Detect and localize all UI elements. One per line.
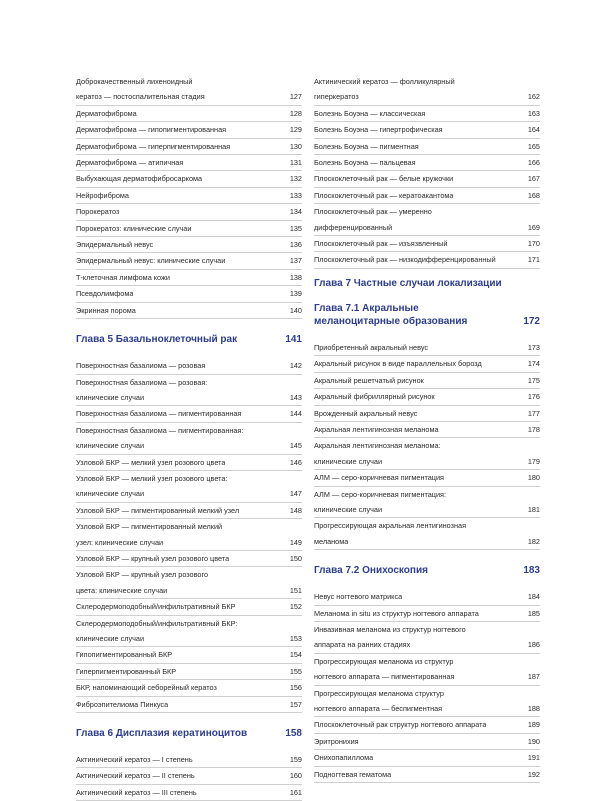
chapter-heading-6 <box>76 727 302 740</box>
toc-entry <box>314 654 540 669</box>
toc-entry-title: Узловой БКР — крупный узел розового <box>76 570 209 580</box>
toc-entry-page: 127 <box>289 92 302 102</box>
toc-entry-page: 157 <box>289 699 302 709</box>
toc-entry <box>314 686 540 701</box>
toc-entry-title: Порокератоз: клинические случаи <box>76 223 192 233</box>
toc-entry <box>314 622 540 637</box>
toc-entry <box>76 567 302 582</box>
toc-entry-page: 147 <box>289 489 302 499</box>
toc-entry <box>314 470 540 486</box>
toc-entry-page: 192 <box>527 769 540 779</box>
toc-entry-page: 176 <box>527 392 540 402</box>
toc-entry-title: клинические случаи <box>314 456 383 466</box>
toc-entry-title: Т-клеточная лимфома кожи <box>76 272 170 282</box>
chapter-title: Глава 6 Дисплазия кератиноцитов <box>76 728 248 740</box>
toc-entry-page: 153 <box>289 634 302 643</box>
toc-entry <box>76 253 302 269</box>
toc-entry-title: Плоскоклеточный рак — низкодифференцированный <box>314 255 496 265</box>
toc-entry <box>76 406 302 422</box>
toc-entry-title: дифференцированный <box>314 222 393 232</box>
toc-entry-title: Прогрессирующая меланома структур <box>314 688 444 698</box>
toc-entry-title: Врожденный акральный невус <box>314 408 418 418</box>
toc-entry-page: 164 <box>527 125 540 135</box>
toc-entry-title: Актинический кератоз — II степень <box>76 771 195 781</box>
toc-entry-page: 169 <box>527 222 540 232</box>
toc-entry-title: Доброкачественный лихеноидный <box>76 77 193 86</box>
toc-entry-title: Узловой БКР — крупный узел розового цвета <box>76 553 230 563</box>
toc-entry-title: Фиброэпителиома Пинкуса <box>76 699 169 709</box>
toc-entry <box>314 487 540 502</box>
toc-entry <box>76 471 302 486</box>
toc-entry <box>76 270 302 286</box>
toc-entry <box>314 89 540 105</box>
toc-entry <box>314 637 540 653</box>
toc-entry-page: 171 <box>527 255 540 265</box>
toc-entry-page: 190 <box>527 736 540 746</box>
toc-entry <box>314 74 540 89</box>
toc-entry-page: 155 <box>289 666 302 676</box>
toc-entry-title: Гиперпигментированный БКР <box>76 666 177 676</box>
toc-entry-page: 186 <box>527 640 540 650</box>
toc-entry-title: Гипопигментированный БКР <box>76 650 173 660</box>
toc-entry <box>314 171 540 187</box>
toc-entry <box>314 106 540 122</box>
chapter-title <box>314 302 467 328</box>
toc-entry-page: 151 <box>289 585 302 595</box>
toc-entry-page: 163 <box>527 108 540 118</box>
toc-entry <box>314 606 540 622</box>
toc-entry-page: 191 <box>527 753 540 763</box>
toc-entry-page: 137 <box>289 256 302 266</box>
toc-entry <box>76 785 302 801</box>
toc-entry <box>314 438 540 453</box>
toc-entry <box>76 647 302 663</box>
toc-entry-page: 178 <box>527 424 540 434</box>
toc-entry-title: Плоскоклеточный рак — умеренно <box>314 207 432 217</box>
toc-entry-title: Дерматофиброма — гиперпигментированная <box>76 141 231 151</box>
chapter-title-line-2: меланоцитарные образования <box>314 315 468 327</box>
toc-entry <box>314 589 540 605</box>
toc-entry-title: Плоскоклеточный рак — изъязвленный <box>314 239 448 249</box>
toc-entry-title: Приобретенный акральный невус <box>314 342 429 352</box>
toc-entry-title: Меланома in situ из структур ногтевого аппарата <box>314 608 479 618</box>
toc-entry-page: 149 <box>289 537 302 547</box>
toc-entry <box>314 188 540 204</box>
toc-entry <box>314 534 540 550</box>
toc-entry <box>314 518 540 533</box>
toc-entry-page: 188 <box>527 704 540 713</box>
toc-group <box>314 74 540 269</box>
toc-entry <box>314 406 540 422</box>
toc-entry <box>76 768 302 784</box>
toc-entry <box>76 535 302 551</box>
toc-entry-page: 132 <box>289 174 302 184</box>
toc-entry <box>76 503 302 519</box>
toc-entry <box>314 204 540 219</box>
toc-entry-page: 129 <box>289 125 302 135</box>
toc-entry-page: 135 <box>289 223 302 233</box>
toc-entry-page: 189 <box>527 720 540 730</box>
toc-entry <box>314 122 540 138</box>
toc-entry-title: клинические случаи <box>76 489 145 499</box>
toc-entry-page: 138 <box>289 272 302 282</box>
toc-entry-title: Актинический кератоз — III степень <box>76 787 197 797</box>
toc-entry-page: 131 <box>289 158 302 168</box>
toc-entry-page: 139 <box>289 289 302 299</box>
toc-entry-title: Эпидермальный невус <box>76 240 154 250</box>
toc-entry <box>314 373 540 389</box>
toc-entry-title: АЛМ — серо-коричневая пигментация: <box>314 489 447 499</box>
toc-entry-title: гиперкератоз <box>314 92 359 102</box>
toc-column-left <box>76 74 302 801</box>
toc-entry-title: Болезнь Боуэна — гипертрофическая <box>314 125 443 135</box>
toc-group <box>314 589 540 783</box>
toc-entry-title: Подногтевая гематома <box>314 769 392 779</box>
toc-entry-title: клинические случаи <box>76 441 145 451</box>
toc-entry-page: 168 <box>527 190 540 200</box>
toc-entry-page: 187 <box>527 672 540 682</box>
toc-entry <box>76 106 302 122</box>
toc-entry-page: 140 <box>289 305 302 315</box>
toc-entry-title: Акральный рисунок в виде параллельных борозд <box>314 359 482 369</box>
toc-entry-title: Невус ногтевого матрикса <box>314 592 403 602</box>
toc-entry-page: 128 <box>289 108 302 118</box>
toc-entry-title: меланома <box>314 536 349 546</box>
toc-entry-title: Поверхностная базалиома — пигментированная: <box>76 425 244 435</box>
toc-entry-page: 148 <box>289 505 302 515</box>
chapter-title-line-1: Глава 7.1 Акральные <box>314 302 419 314</box>
toc-entry-title: Склеродермоподобный/инфильтративный БКР: <box>76 618 238 628</box>
toc-entry-title: Нейрофиброма <box>76 190 129 200</box>
toc-entry-page: 154 <box>289 650 302 660</box>
toc-column-right <box>314 74 540 783</box>
toc-entry-title: БКР, напоминающий себорейный кератоз <box>76 683 217 693</box>
toc-entry <box>76 286 302 302</box>
toc-entry <box>76 122 302 138</box>
toc-entry-title: Актинический кератоз — I степень <box>76 755 193 765</box>
toc-entry <box>314 139 540 155</box>
toc-entry-page: 175 <box>527 375 540 385</box>
toc-entry-page: 152 <box>289 602 302 612</box>
toc-entry <box>314 734 540 750</box>
toc-entry <box>76 664 302 680</box>
toc-entry-title: Узловой БКР — мелкий узел розового цвета <box>76 457 226 467</box>
toc-entry-title: Узловой БКР — пигментированный мелкий <box>76 522 223 532</box>
toc-entry <box>314 750 540 766</box>
chapter-page: 183 <box>523 565 540 577</box>
toc-entry <box>314 669 540 685</box>
toc-entry-title: Акральный фибриллярный рисунок <box>314 392 435 402</box>
toc-entry <box>314 155 540 171</box>
toc-entry-page: 150 <box>289 553 302 563</box>
chapter-page: 158 <box>285 728 302 740</box>
toc-entry-page: 166 <box>527 158 540 168</box>
toc-entry-title: аппарата на ранних стадиях <box>314 640 411 650</box>
toc-entry <box>314 717 540 733</box>
toc-entry <box>76 139 302 155</box>
toc-entry <box>76 390 302 406</box>
toc-entry <box>76 89 302 105</box>
toc-entry-title: Порокератоз <box>76 207 120 217</box>
toc-entry-title: Инвазивная меланома из структур ногтевого <box>314 624 466 634</box>
toc-entry <box>76 486 302 502</box>
toc-entry-page: 180 <box>527 473 540 483</box>
toc-entry-title: клинические случаи <box>76 634 145 643</box>
toc-entry-page: 174 <box>527 359 540 369</box>
toc-entry <box>76 74 302 89</box>
toc-entry-page: 167 <box>527 174 540 184</box>
toc-entry <box>76 221 302 237</box>
toc-group <box>76 358 302 713</box>
toc-entry-title: Эритронихия <box>314 736 359 746</box>
toc-entry <box>314 701 540 717</box>
toc-entry <box>314 767 540 783</box>
toc-entry-title: Акральная лентигинозная меланома <box>314 424 439 434</box>
toc-entry-title: Актинический кератоз — фолликулярный <box>314 77 455 86</box>
toc-entry-title: ногтевого аппарата — пигментированная <box>314 672 455 682</box>
toc-entry <box>76 204 302 220</box>
toc-entry-title: Плоскоклеточный рак структур ногтевого аппарата <box>314 720 487 730</box>
toc-entry-title: Плоскоклеточный рак — кератоакантома <box>314 190 454 200</box>
chapter-page: 172 <box>523 315 540 327</box>
toc-entry <box>76 697 302 713</box>
chapter-title: Глава 7 Частные случаи локализации <box>314 277 502 289</box>
toc-entry <box>314 454 540 470</box>
toc-entry-page: 146 <box>289 457 302 467</box>
toc-entry-page: 130 <box>289 141 302 151</box>
toc-entry-title: Поверхностная базалиома — розовая <box>76 361 206 371</box>
chapter-title: Глава 5 Базальноклеточный рак <box>76 334 238 346</box>
toc-group <box>76 752 302 801</box>
toc-entry-page: 136 <box>289 240 302 250</box>
toc-entry-page: 173 <box>527 342 540 352</box>
toc-entry-page: 144 <box>289 409 302 419</box>
toc-entry-page: 177 <box>527 408 540 418</box>
toc-entry-title: Дерматофиброма <box>76 108 137 118</box>
toc-entry-title: Поверхностная базалиома — пигментированная <box>76 409 242 419</box>
toc-entry <box>314 252 540 268</box>
toc-entry-page: 182 <box>527 536 540 546</box>
toc-entry-title: Прогрессирующая меланома из структур <box>314 656 454 666</box>
toc-entry <box>76 375 302 390</box>
chapter-heading-7-2 <box>314 564 540 577</box>
toc-entry <box>76 583 302 599</box>
toc-entry-title: Дерматофиброма — гипопигментированная <box>76 125 227 135</box>
toc-entry <box>314 502 540 518</box>
toc-entry-title: Дерматофиброма — атипичная <box>76 158 184 168</box>
toc-entry-title: Выбухающая дерматофибросаркома <box>76 174 203 184</box>
toc-entry-page: 184 <box>527 592 540 602</box>
toc-entry-title: Поверхностная базалиома — розовая: <box>76 377 208 387</box>
toc-entry <box>76 155 302 171</box>
toc-entry-page: 156 <box>289 683 302 693</box>
toc-entry-title: Экринная порома <box>76 305 136 315</box>
toc-entry-page: 133 <box>289 190 302 200</box>
toc-entry-page: 159 <box>289 755 302 765</box>
toc-entry-title: Онихопапиллома <box>314 753 374 763</box>
toc-entry-title: Акральная лентигинозная меланома: <box>314 441 441 451</box>
toc-entry-page: 165 <box>527 141 540 151</box>
toc-entry-title: ногтевого аппарата — беспигментная <box>314 704 443 713</box>
toc-entry <box>76 680 302 696</box>
toc-entry-page: 181 <box>527 504 540 514</box>
toc-entry-title: Узловой БКР — мелкий узел розового цвета: <box>76 473 228 483</box>
toc-entry <box>76 423 302 438</box>
toc-entry <box>76 519 302 534</box>
toc-entry <box>76 188 302 204</box>
toc-entry <box>76 303 302 319</box>
toc-entry-title: узел: клинические случаи <box>76 537 164 547</box>
chapter-page: 141 <box>285 334 302 346</box>
toc-entry <box>76 631 302 647</box>
chapter-heading-7 <box>314 277 540 290</box>
toc-entry <box>314 340 540 356</box>
toc-entry-page: 134 <box>289 207 302 217</box>
toc-entry-title: Болезнь Боуэна — классическая <box>314 108 426 118</box>
chapter-title: Глава 7.2 Онихоскопия <box>314 565 428 577</box>
toc-entry-page: 160 <box>289 771 302 781</box>
toc-entry-page: 185 <box>527 608 540 618</box>
toc-entry-title: Псевдолимфома <box>76 289 134 299</box>
toc-entry-title: Склеродермоподобный/инфильтративный БКР <box>76 602 236 612</box>
toc-entry-title: Плоскоклеточный рак — белые кружочки <box>314 174 454 184</box>
toc-entry-title: Прогрессирующая акральная лентигинозная <box>314 521 467 531</box>
toc-entry-title: Акральный решетчатый рисунок <box>314 375 424 385</box>
toc-entry <box>314 356 540 372</box>
toc-entry-title: АЛМ — серо-коричневая пигментация <box>314 473 445 483</box>
toc-entry-title: кератоз — постоспалительная стадия <box>76 92 205 102</box>
toc-entry-title: Эпидермальный невус: клинические случаи <box>76 256 226 266</box>
toc-entry-title: цвета: клинические случаи <box>76 585 168 595</box>
toc-entry-title: клинические случаи <box>76 392 145 402</box>
toc-entry <box>76 358 302 374</box>
toc-entry-title: Болезнь Боуэна — пальцевая <box>314 158 416 168</box>
toc-entry <box>76 616 302 631</box>
toc-entry <box>314 220 540 236</box>
toc-entry-title: Болезнь Боуэна — пигментная <box>314 141 419 151</box>
toc-entry <box>76 752 302 768</box>
toc-entry-page: 161 <box>289 787 302 797</box>
toc-entry <box>76 171 302 187</box>
toc-entry-page: 162 <box>527 92 540 102</box>
toc-entry-title: Узловой БКР — пигментированный мелкий узел <box>76 505 240 515</box>
toc-entry <box>76 551 302 567</box>
chapter-heading-7-1 <box>314 302 540 328</box>
toc-entry-page: 143 <box>289 392 302 402</box>
toc-entry <box>76 599 302 615</box>
chapter-heading-5 <box>76 333 302 346</box>
toc-entry <box>314 422 540 438</box>
toc-entry-page: 145 <box>289 441 302 451</box>
toc-entry-title: клинические случаи <box>314 504 383 514</box>
toc-group <box>314 340 540 550</box>
toc-entry-page: 170 <box>527 239 540 249</box>
toc-entry <box>314 236 540 252</box>
toc-entry <box>76 237 302 253</box>
toc-entry <box>76 438 302 454</box>
toc-entry-page: 179 <box>527 456 540 466</box>
toc-entry <box>314 389 540 405</box>
toc-entry-page: 142 <box>289 361 302 371</box>
toc-group <box>76 74 302 319</box>
toc-entry <box>76 455 302 471</box>
